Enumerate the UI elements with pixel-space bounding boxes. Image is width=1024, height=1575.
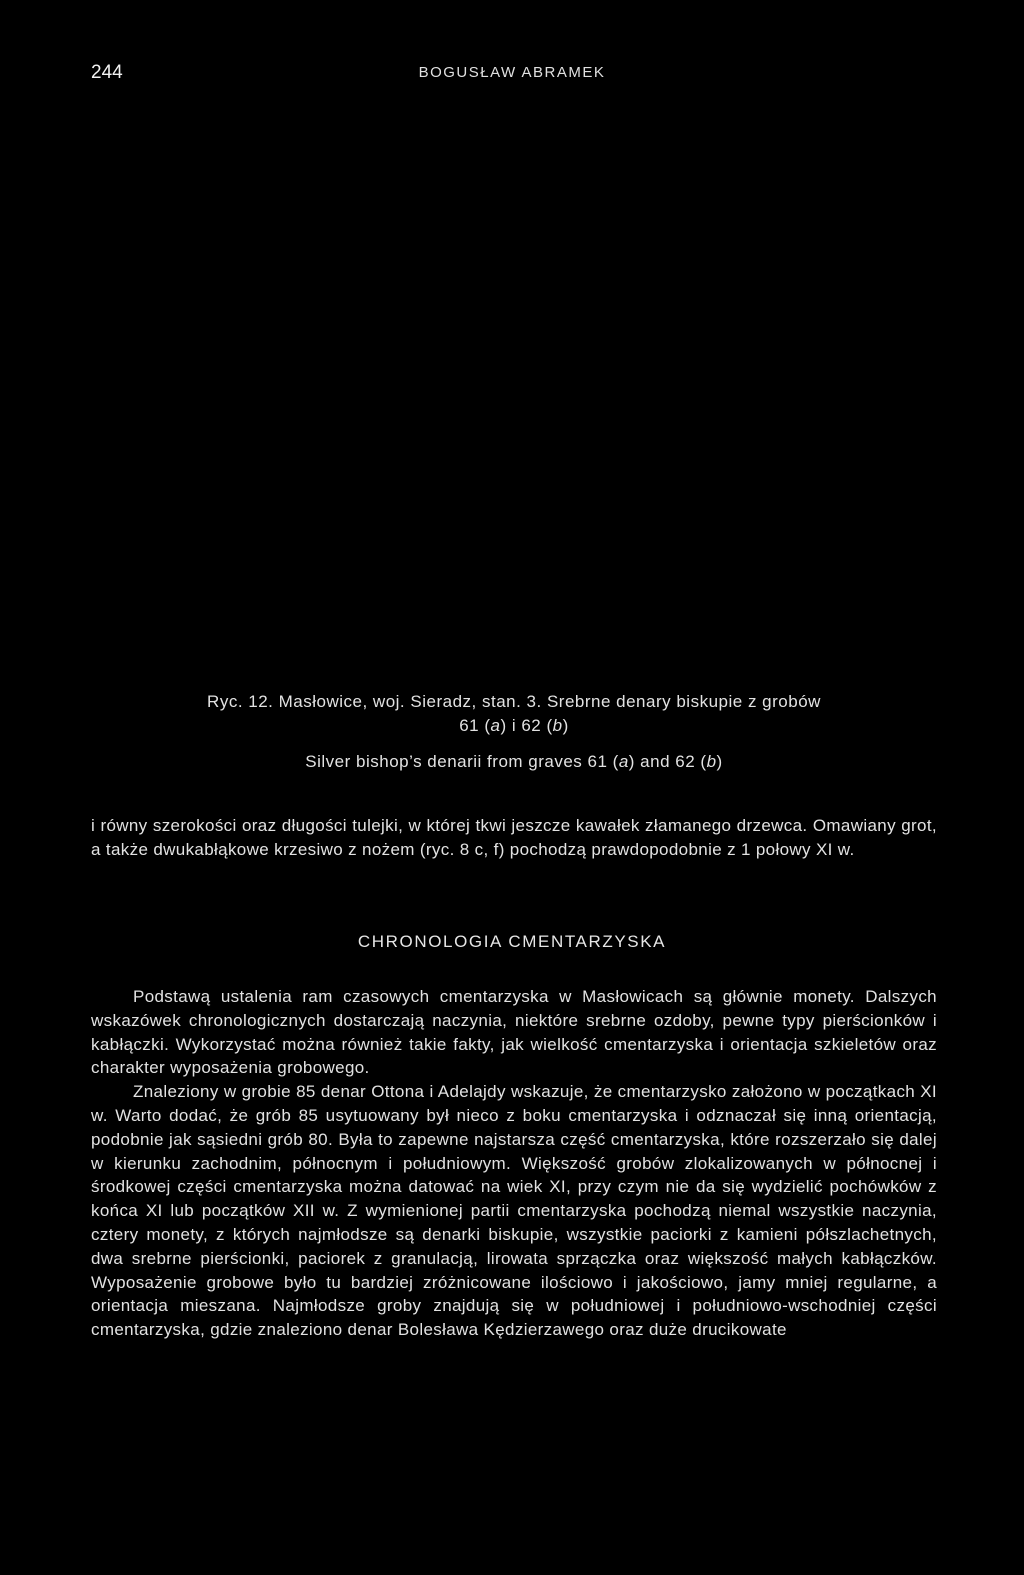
caption-line-2: 61 (a) i 62 (b) — [459, 716, 569, 735]
section-body — [91, 985, 937, 1342]
figure-caption-english: Silver bishop’s denarii from graves 61 (a) and 62 (b) — [305, 752, 723, 771]
section-heading: CHRONOLOGIA CMENTARZYSKA — [357, 932, 667, 951]
running-head: BOGUSŁAW ABRAMEK — [418, 64, 606, 81]
figure-caption-polish — [91, 690, 937, 738]
continuation-paragraph — [91, 814, 937, 862]
page-number: 244 — [91, 62, 123, 83]
paragraph: Znaleziony w grobie 85 denar Ottona i Adelajdy wskazuje, że cmentarzysko założono w początkach XI w. Warto dodać, że grób 85 usytuowany był nieco z boku cmentarzyska i odznaczał się inną orientacją, podobnie jak sąsiedni grób 80. Była to zapewne najstarsza część cmentarzyska, które rozszerzało się dalej w kierunku zachodnim, północnym i południowym. Większość grobów zlokalizowanych w północnej i środkowej części cmentarzyska można datować na wiek XI, przy czym nie da się wydzielić pochówków z końca XI lub początków XII w. Z wymienionej partii cmentarzyska pochodzą niemal wszystkie naczynia, cztery monety, z których najmłodsze są denarki biskupie, wszystkie paciorki z kamieni półszlachetnych, dwa srebrne pierścionki, paciorek z granulacją, lirowata sprzączka oraz większość małych kabłączków. Wyposażenie grobowe było tu bardziej zróżnicowane ilościowo i jakościowo, jamy mniej regularne, a orientacja mieszana. Najmłodsze groby znajdują się w południowej i południowo-wschodniej części cmentarzyska, gdzie znaleziono denar Bolesława Kędzierzawego oraz duże drucikowate — [91, 1082, 937, 1340]
figure-area — [91, 100, 937, 670]
page-header — [0, 62, 1024, 88]
paragraph: i równy szerokości oraz długości tulejki, w której tkwi jeszcze kawałek złamanego drzewca. Omawiany grot, a także dwukabłąkowe krzesiwo z nożem (ryc. 8 c, f) pochodzą prawdopodobnie z 1 połowy XI w. — [91, 816, 937, 859]
paragraph: Podstawą ustalenia ram czasowych cmentarzyska w Masłowicach są głównie monety. Dalszych wskazówek chronologicznych dostarczają naczynia, niektóre srebrne ozdoby, pewne typy pierścionków i kabłączki. Wykorzystać można również takie fakty, jak wielkość cmentarzyska i orientacja szkieletów oraz charakter wyposażenia grobowego. — [91, 987, 937, 1078]
caption-line-1: Ryc. 12. Masłowice, woj. Sieradz, stan. 3. Srebrne denary biskupie z grobów — [207, 692, 821, 711]
